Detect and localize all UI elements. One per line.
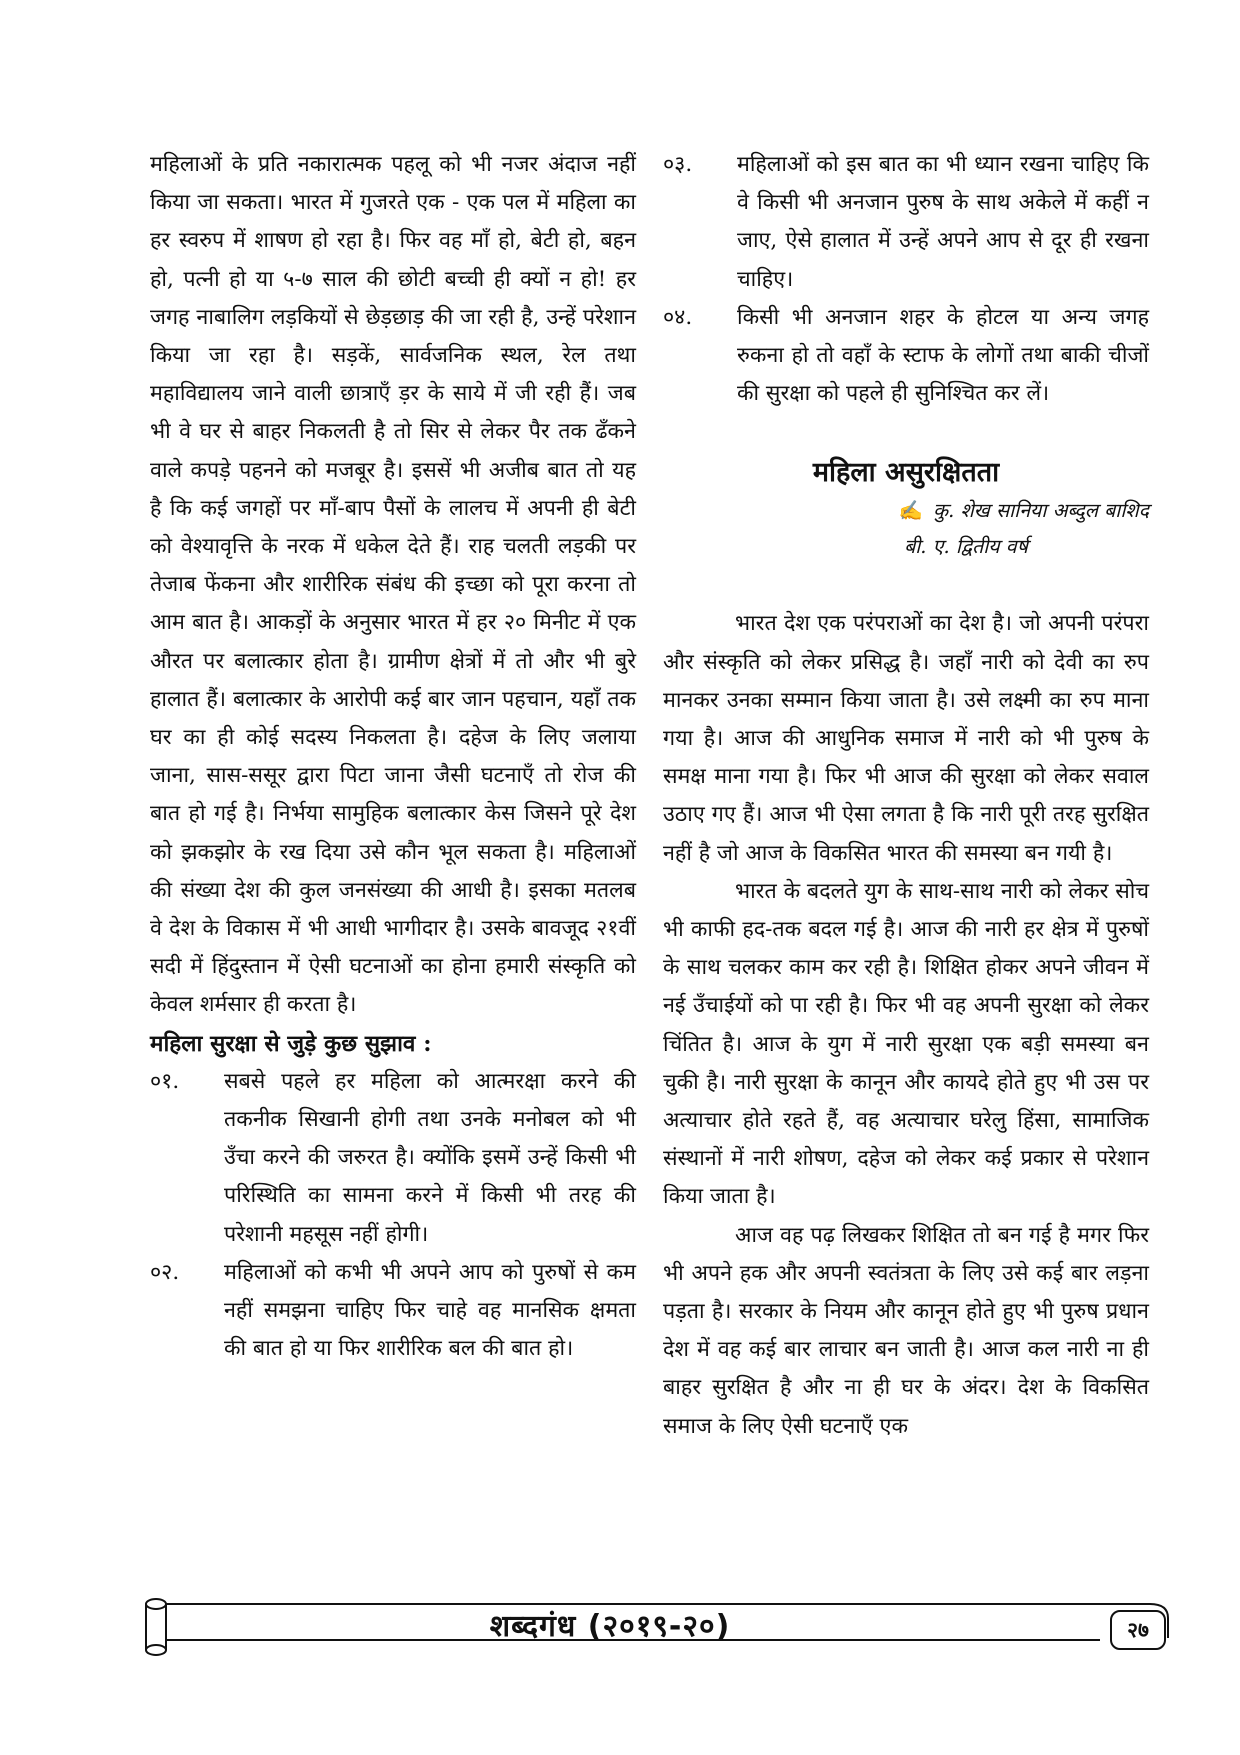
list-item-text: महिलाओं को कभी भी अपने आप को पुरुषों से कम नहीं समझना चाहिए फिर चाहे वह मानसिक क्षमता की बात हो या फिर शारीरिक बल की बात हो। [224,1259,636,1362]
right-paragraph-2: भारत के बदलते युग के साथ-साथ नारी को लेकर सोच भी काफी हद-तक बदल गई है। आज की नारी हर क्षेत्र में पुरुषों के साथ चलकर काम कर रही है। शिक्षित होकर अपने जीवन में नई उँचाईयों को पा रही है। फिर भी वह अपनी सुरक्षा को लेकर चिंतित है। आज के युग में नारी सुरक्षा एक बड़ी समस्या बन चुकी है। नारी सुरक्षा के कानून और कायदे होते हुए भी उस पर अत्याचार होते रहते हैं, वह अत्याचार घरेलु हिंसा, सामाजिक संस्थानों में नारी शोषण, दहेज को लेकर कई प्रकार से परेशान किया जाता है। [663,878,1149,1210]
left-paragraph-1: महिलाओं के प्रति नकारात्मक पहलू को भी नजर अंदाज नहीं किया जा सकता। भारत में गुजरते एक - एक पल में महिला का हर स्वरुप में शाषण हो रहा है। फिर वह माँ हो, बेटी हो, बहन हो, पत्नी हो या ५-७ साल की छोटी बच्ची ही क्यों न हो! हर जगह नाबालिग लड़कियों से छेड़छाड़ की जा रही है, उन्हें परेशान किया जा रहा है। सड़कें, सार्वजनिक स्थल, रेल तथा महाविद्यालय जाने वाली छात्राएँ ड़र के साये में जी रही हैं। जब भी वे घर से बाहर निकलती है तो सिर से लेकर पैर तक ढँकने वाले कपड़े पहनने को मजबूर है। इससें भी अजीब बात तो यह है कि कई जगहों पर माँ-बाप पैसों के लालच में अपनी ही बेटी को वेश्यावृत्ति के नरक में धकेल देते हैं। राह चलती लड़की पर तेजाब फेंकना और शारीरिक संबंध की इच्छा को पूरा करना तो आम बात है। आकड़ों के अनुसार भारत में हर २० मिनीट में एक औरत पर बलात्कार होता है। ग्रामीण क्षेत्रों में तो और भी बुरे हालात हैं। बलात्कार के आरोपी कई बार जान पहचान, यहाँ तक घर का ही कोई सदस्य निकलता है। दहेज के लिए जलाया जाना, सास-ससूर द्वारा पिटा जाना जैसी घटनाएँ तो रोज की बात हो गई है। निर्भया सामुहिक बलात्कार केस जिसने पूरे देश को झकझोर के रख दिया उसे कौन भूल सकता है। महिलाओं की संख्या देश की कुल जनसंख्या की आधी है। इसका मतलब वे देश के विकास में भी आधी भागीदार है। उसके बावजूद २१वीं सदी में हिंदुस्तान में ऐसी घटनाओं का होना हमारी संस्कृति को केवल शर्मसार ही करता है। [150,152,636,1018]
page-number: २७ [1110,1610,1166,1650]
suggestions-heading: महिला सुरक्षा से जुड़े कुछ सुझाव : [150,1030,432,1057]
article-title: महिला असुरक्षितता [812,457,1000,489]
author-byline [663,493,1149,529]
list-item [663,299,1149,414]
list-item-number: ०३. [663,152,693,177]
pen-icon: ✍ [898,499,923,523]
list-item [663,146,1149,299]
author-name: कु. शेख सानिया अब्दुल बाशिद [933,499,1149,523]
list-item [150,1063,636,1254]
list-item [150,1254,636,1369]
footer-title: शब्दगंध (२०१९-२०) [489,1609,731,1644]
list-item-text: सबसे पहले हर महिला को आत्मरक्षा करने की तकनीक सिखानी होगी तथा उनके मनोबल को भी उँचा करने की जरुरत है। क्योंकि इसमें उन्हें किसी भी परिस्थिति का सामना करने में किसी भी तरह की परेशानी महसूस नहीं होगी। [224,1068,636,1247]
list-item-number: ०४. [663,304,693,330]
right-column [663,146,1149,1446]
list-item-text: किसी भी अनजान शहर के होटल या अन्य जगह रुकना हो तो वहाँ के स्टाफ के लोगों तथा बाकी चीजों की सुरक्षा को पहले ही सुनिश्चित कर लें। [737,304,1149,407]
right-paragraph-3: आज वह पढ़ लिखकर शिक्षित तो बन गई है मगर फिर भी अपने हक और अपनी स्वतंत्रता के लिए उसे कई बार लड़ना पड़ता है। सरकार के नियम और कानून होते हुए भी पुरुष प्रधान देश में वह कई बार लाचार बन जाती है। आज कल नारी ना ही बाहर सुरक्षित है और ना ही घर के अंदर। देश के विकसित समाज के लिए ऐसी घटनाएँ एक [663,1222,1149,1439]
left-column [150,146,636,1369]
list-item-number: ०१. [150,1068,180,1094]
list-item-number: ०२. [150,1259,180,1285]
author-class: बी. ए. द्वितीय वर्ष [904,535,1028,559]
list-item-text: महिलाओं को इस बात का भी ध्यान रखना चाहिए कि वे किसी भी अनजान पुरुष के साथ अकेले में कहीं न जाए, ऐसे हालात में उन्हें अपने आप से दूर ही रखना चाहिए। [737,152,1149,292]
footer-banner [140,1598,1180,1656]
right-paragraph-1: भारत देश एक परंपराओं का देश है। जो अपनी परंपरा और संस्कृति को लेकर प्रसिद्ध है। जहाँ नारी को देवी का रुप मानकर उनका सम्मान किया जाता है। उसे लक्ष्मी का रुप माना गया है। आज की आधुनिक समाज में नारी को भी पुरुष के समक्ष माना गया है। फिर भी आज की सुरक्षा को लेकर सवाल उठाए गए हैं। आज भी ऐसा लगता है कि नारी पूरी तरह सुरक्षित नहीं है जो आज के विकसित भारत की समस्या बन गयी है। [663,611,1149,866]
